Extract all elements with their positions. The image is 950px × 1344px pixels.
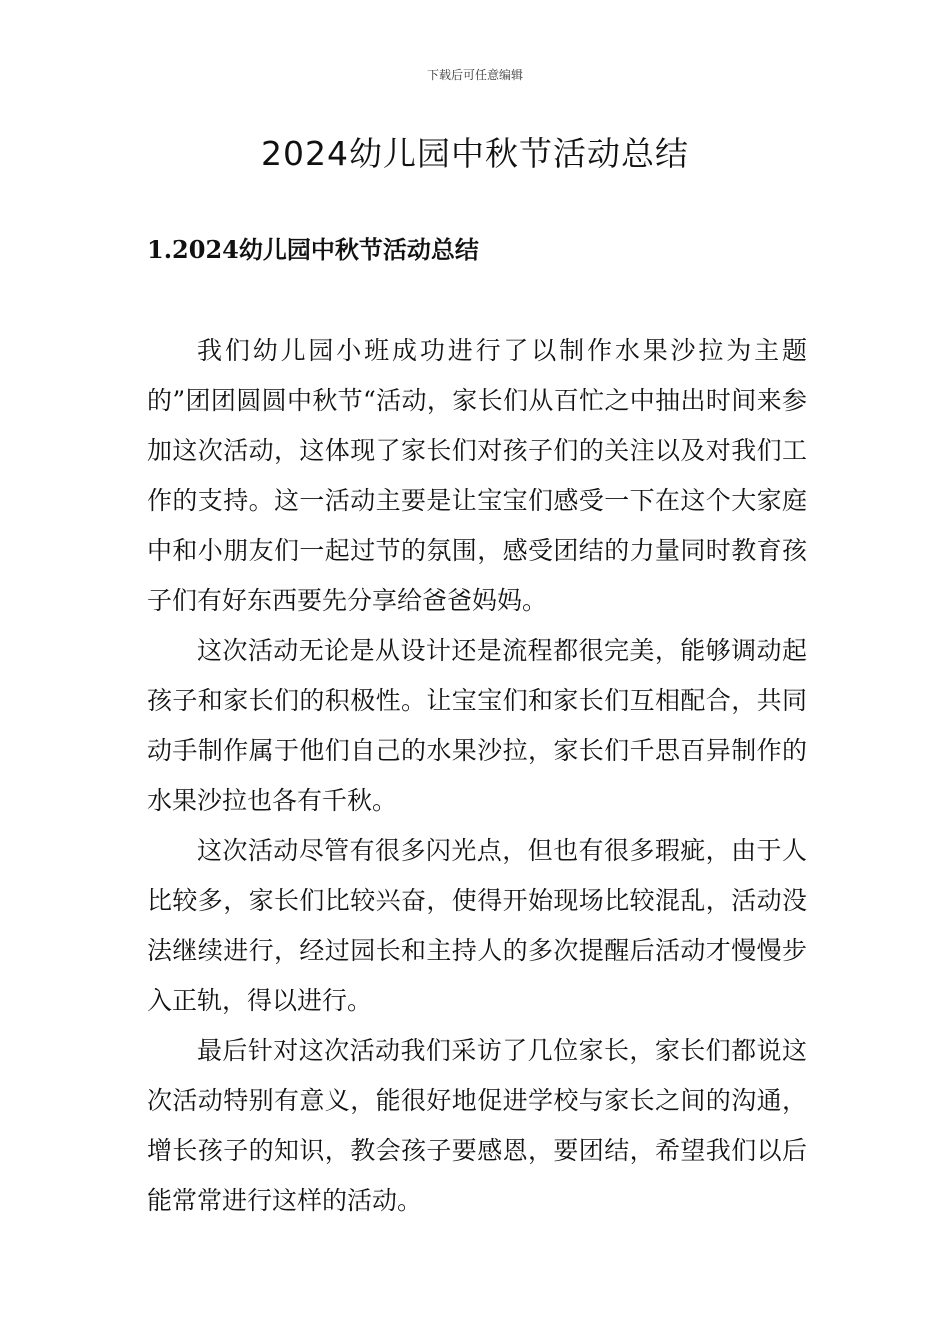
section-heading: 1.2024幼儿园中秋节活动总结: [147, 235, 479, 264]
header-note: 下载后可任意编辑: [426, 68, 523, 82]
paragraph-3: 这次活动尽管有很多闪光点，但也有很多瑕疵，由于人比较多，家长们比较兴奋，使得开始现场比较混乱，活动没法继续进行，经过园长和主持人的多次提醒后活动才慢慢步入正轨，得以进行。: [147, 836, 807, 1015]
paragraph-2: 这次活动无论是从设计还是流程都很完美，能够调动起孩子和家长们的积极性。让宝宝们和家长们互相配合，共同动手制作属于他们自己的水果沙拉，家长们千思百异制作的水果沙拉也各有千秋。: [147, 636, 807, 815]
document-body: [147, 326, 807, 1226]
paragraph-4: 最后针对这次活动我们采访了几位家长，家长们都说这次活动特别有意义，能很好地促进学校与家长之间的沟通，增长孩子的知识，教会孩子要感恩，要团结，希望我们以后能常常进行这样的活动。: [147, 1036, 807, 1215]
document-title: 2024幼儿园中秋节活动总结: [261, 134, 689, 173]
paragraph-1: 我们幼儿园小班成功进行了以制作水果沙拉为主题的”团团圆圆中秋节“活动，家长们从百忙之中抽出时间来参加这次活动，这体现了家长们对孩子们的关注以及对我们工作的支持。这一活动主要是让宝宝们感受一下在这个大家庭中和小朋友们一起过节的氛围，感受团结的力量同时教育孩子们有好东西要先分享给爸爸妈妈。: [147, 336, 807, 615]
